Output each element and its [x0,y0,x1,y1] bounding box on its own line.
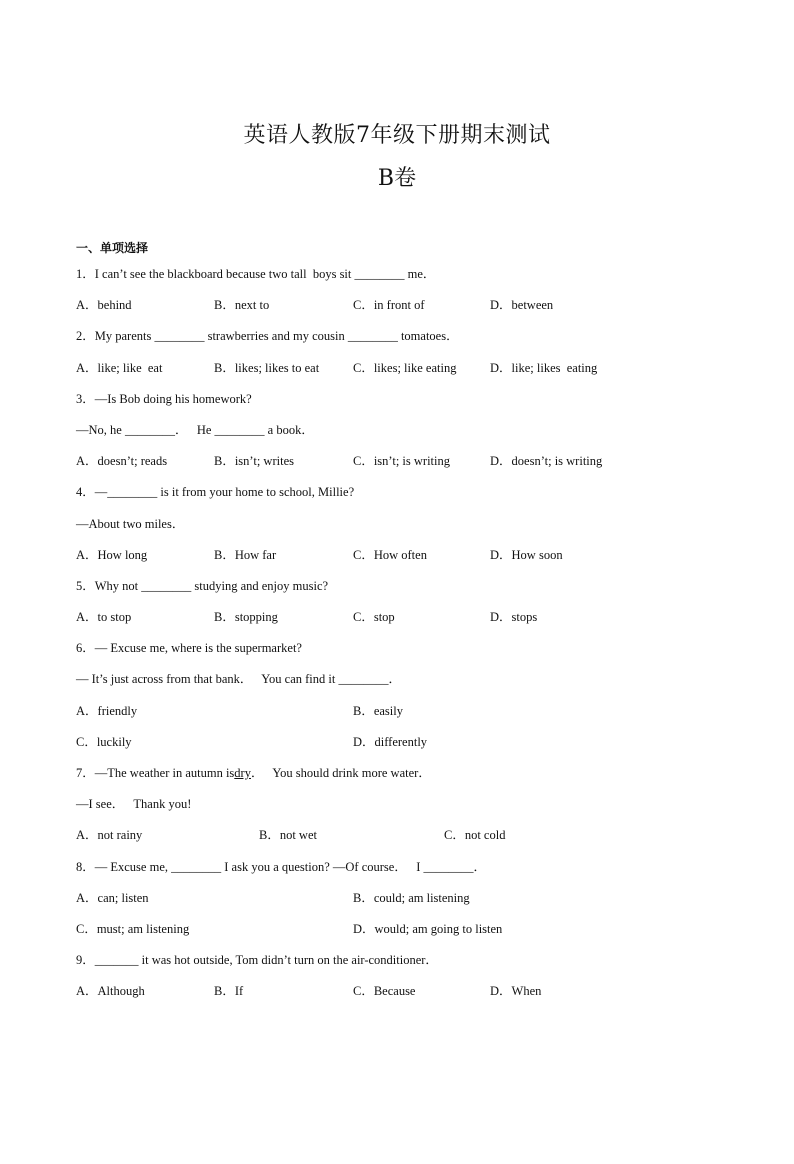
question-3-stem: 3．—Is Bob doing his homework? [76,391,252,406]
question-4-prefix: 4．— [76,485,108,500]
option-c[interactable]: C．likes; like eating [353,360,457,375]
option-a[interactable]: A．How long [76,547,148,562]
option-b[interactable]: B．If [214,984,244,999]
question-7-prefix: 7．—The weather in autumn is [76,766,235,780]
option-a[interactable]: A．doesn’t; reads [76,454,168,469]
question-9-stem: 9．_______ it was hot outside, Tom didn’t turn on the air-conditioner． [76,953,438,968]
question-4-stem [76,477,736,508]
question-8-stem: 8．— Excuse me, ________ I ask you a question? —Of course． I ________． [76,859,486,874]
option-b[interactable]: B．stopping [214,610,278,625]
page-subtitle: B卷 [377,166,417,191]
question-4-blank: ________ [107,485,158,500]
question-8-options-row-1 [76,883,736,914]
question-7-options [76,820,736,851]
page-title: 英语人教版7年级下册期末测试 [243,123,551,148]
option-a[interactable]: A．Although [76,984,145,999]
option-c[interactable]: C．stop [353,610,395,625]
question-5-stem: 5．Why not ________ studying and enjoy music? [76,578,329,593]
option-b[interactable]: B．likes; likes to eat [214,360,320,375]
option-b[interactable]: B．How far [214,547,277,562]
question-3-dialogue: —No, he ________． He ________ a book． [76,422,314,437]
option-c[interactable]: C．must; am listening [76,921,190,936]
question-6-options-row-1 [76,696,736,727]
section-heading: 一、单项选择 [76,241,149,255]
option-b[interactable]: B．isn’t; writes [214,454,294,469]
option-b[interactable]: B．easily [353,703,403,718]
option-d[interactable]: D．doesn’t; is writing [490,454,603,469]
question-3-options [76,446,736,477]
question-6-stem: 6．— Excuse me, where is the supermarket? [76,641,302,656]
option-c[interactable]: C．Because [353,984,416,999]
question-8-options-row-2 [76,914,736,945]
option-d[interactable]: D．like; likes eating [490,360,598,375]
question-7-suffix: ． You should drink more water． [250,766,431,780]
option-d[interactable]: D．How soon [490,547,563,562]
question-4-suffix: is it from your home to school, Millie? [157,485,355,500]
option-b[interactable]: B．next to [214,298,270,313]
option-d[interactable]: D．differently [353,734,428,749]
option-a[interactable]: A．behind [76,298,132,313]
question-2-options [76,353,736,384]
question-6-options-row-2 [76,727,736,758]
option-b[interactable]: B．could; am listening [353,890,470,905]
option-c[interactable]: C．luckily [76,734,132,749]
question-list [76,238,736,1008]
question-4-dialogue: —About two miles． [76,516,185,531]
option-b[interactable]: B．not wet [259,828,317,843]
question-7-dialogue: —I see． Thank you! [76,797,192,812]
option-c[interactable]: C．How often [353,547,427,562]
option-d[interactable]: D．When [490,984,542,999]
option-a[interactable]: A．to stop [76,610,132,625]
option-c[interactable]: C．in front of [353,298,425,313]
question-5-options [76,602,736,633]
option-a[interactable]: A．like; like eat [76,360,163,375]
option-d[interactable]: D．stops [490,610,538,625]
option-d[interactable]: D．would; am going to listen [353,921,503,936]
question-6-dialogue: — It’s just across from that bank． You can find it ________． [76,672,401,687]
question-7-underlined-word: dry [234,766,251,780]
question-9-options [76,976,736,1007]
question-2-stem: 2．My parents ________ strawberries and my cousin ________ tomatoes． [76,329,459,344]
question-1-stem: 1．I can’t see the blackboard because two tall boys sit ________ me． [76,267,436,281]
question-4-options [76,540,736,571]
option-c[interactable]: C．not cold [444,828,506,843]
option-a[interactable]: A．not rainy [76,828,143,843]
option-d[interactable]: D．between [490,298,554,313]
option-c[interactable]: C．isn’t; is writing [353,454,451,469]
question-7-stem [76,758,736,789]
option-a[interactable]: A．friendly [76,703,138,718]
option-a[interactable]: A．can; listen [76,890,149,905]
question-1-options [76,290,736,321]
